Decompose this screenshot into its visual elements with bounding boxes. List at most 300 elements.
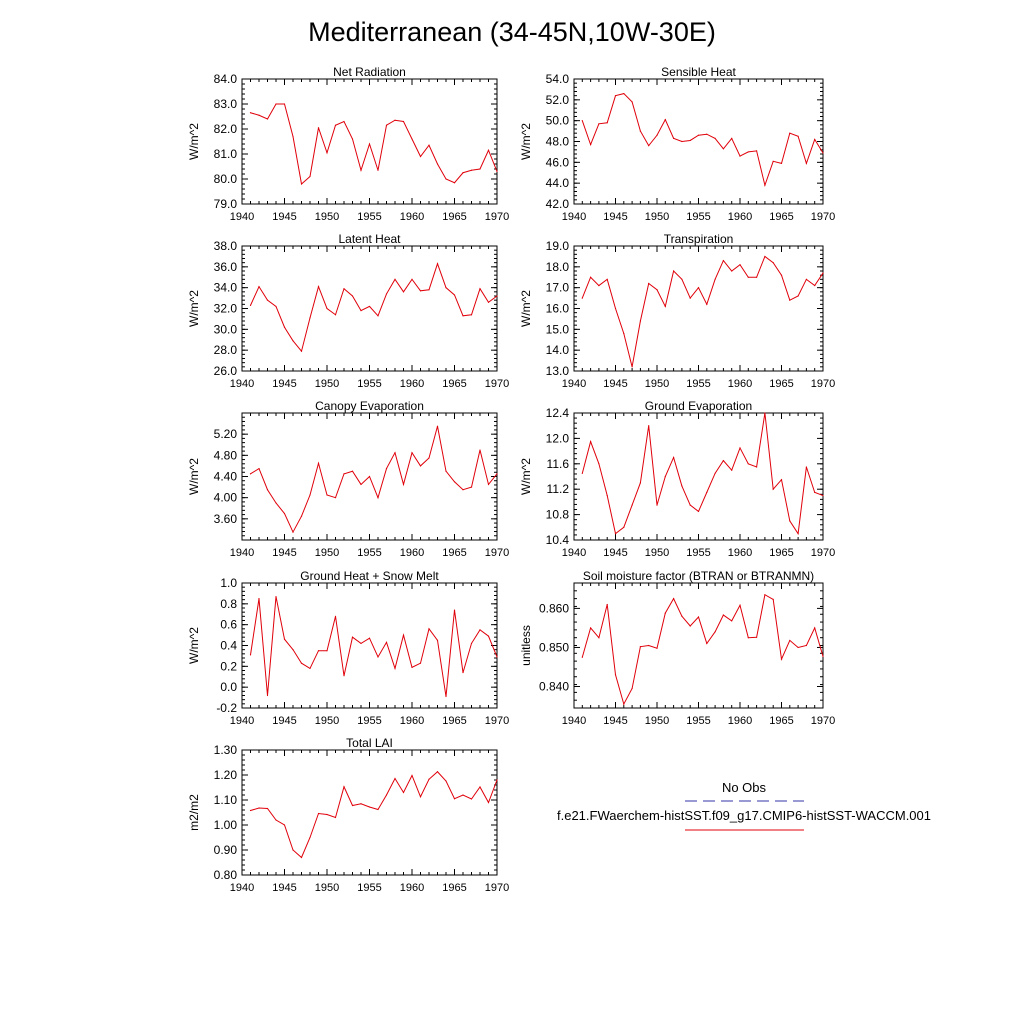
x-tick-label: 1950	[314, 211, 340, 223]
data-point	[386, 125, 387, 126]
y-tick-label: 48.0	[545, 134, 569, 149]
data-point	[656, 504, 657, 505]
data-point	[326, 494, 327, 495]
data-point	[377, 315, 378, 316]
x-tick-label: 1950	[314, 378, 340, 390]
x-tick-label: 1950	[644, 378, 670, 390]
data-point	[656, 135, 657, 136]
data-point	[445, 780, 446, 781]
x-tick-label: 1940	[229, 547, 255, 559]
x-tick-label: 1940	[229, 715, 255, 727]
data-point	[411, 279, 412, 280]
x-tick-label: 1960	[727, 715, 753, 727]
x-tick-label: 1945	[272, 547, 297, 559]
data-point	[822, 656, 823, 657]
y-axis-label: W/m^2	[187, 627, 201, 664]
data-point	[582, 473, 583, 474]
series-line	[251, 597, 498, 697]
data-point	[773, 161, 774, 162]
data-point	[814, 492, 815, 493]
y-tick-label: 4.40	[213, 469, 237, 484]
x-tick-label: 1955	[686, 378, 711, 390]
y-tick-label: 14.0	[545, 343, 569, 358]
series-line	[251, 264, 498, 352]
data-point	[607, 122, 608, 123]
x-tick-label: 1940	[561, 211, 587, 223]
data-point	[673, 270, 674, 271]
y-tick-label: 1.00	[213, 818, 237, 832]
x-tick-label: 1945	[272, 211, 297, 223]
data-point	[648, 283, 649, 284]
data-point	[690, 625, 691, 626]
data-point	[640, 482, 641, 483]
data-point	[706, 134, 707, 135]
data-point	[615, 533, 616, 534]
data-point	[377, 170, 378, 171]
y-tick-label: 17.0	[545, 280, 569, 295]
y-tick-label: 16.0	[545, 301, 569, 316]
data-point	[250, 112, 251, 113]
data-point	[386, 468, 387, 469]
series-line	[582, 94, 823, 186]
x-tick-label: 1970	[810, 211, 836, 223]
y-tick-label: 44.0	[545, 176, 569, 191]
chart-panel	[519, 232, 835, 390]
plot-frame	[574, 246, 823, 371]
y-axis-label: W/m^2	[519, 458, 533, 495]
x-tick-label: 1960	[399, 547, 425, 559]
data-point	[411, 775, 412, 776]
data-point	[428, 779, 429, 780]
x-tick-label: 1940	[229, 882, 255, 894]
series-line	[251, 772, 498, 858]
chart-panel	[187, 399, 509, 559]
data-point	[764, 412, 765, 413]
data-point	[352, 637, 353, 638]
data-point	[284, 103, 285, 104]
data-point	[479, 786, 480, 787]
data-point	[360, 643, 361, 644]
y-tick-label: 1.20	[213, 768, 237, 782]
y-axis-label: m2/m2	[187, 794, 201, 831]
data-point	[369, 143, 370, 144]
data-point	[343, 121, 344, 122]
plot-frame	[242, 79, 497, 204]
y-tick-label: 0.4	[220, 638, 237, 653]
data-point	[377, 656, 378, 657]
data-point	[411, 667, 412, 668]
x-tick-label: 1940	[561, 715, 587, 727]
data-point	[284, 639, 285, 640]
data-point	[292, 340, 293, 341]
data-point	[640, 320, 641, 321]
data-point	[607, 495, 608, 496]
data-point	[488, 636, 489, 637]
data-point	[607, 279, 608, 280]
y-tick-label: 28.0	[213, 343, 237, 358]
x-tick-label: 1970	[484, 378, 510, 390]
x-tick-label: 1970	[484, 211, 510, 223]
data-point	[462, 489, 463, 490]
data-point	[756, 466, 757, 467]
data-point	[335, 817, 336, 818]
x-tick-label: 1965	[442, 378, 467, 390]
data-point	[309, 494, 310, 495]
data-point	[326, 814, 327, 815]
data-point	[403, 634, 404, 635]
y-tick-label: 13.0	[545, 364, 569, 378]
data-point	[731, 620, 732, 621]
data-point	[598, 285, 599, 286]
data-point	[258, 598, 259, 599]
data-point	[462, 794, 463, 795]
data-point	[496, 171, 497, 172]
data-point	[488, 302, 489, 303]
data-point	[706, 304, 707, 305]
data-point	[723, 148, 724, 149]
data-point	[690, 297, 691, 298]
x-tick-label: 1945	[272, 882, 297, 894]
x-tick-label: 1940	[229, 378, 255, 390]
data-point	[814, 627, 815, 628]
x-tick-label: 1960	[727, 378, 753, 390]
x-tick-label: 1945	[272, 378, 297, 390]
x-tick-label: 1955	[357, 882, 382, 894]
data-point	[445, 696, 446, 697]
data-point	[814, 139, 815, 140]
x-tick-label: 1970	[810, 547, 836, 559]
data-point	[698, 511, 699, 512]
plot-frame	[242, 246, 497, 371]
y-tick-label: 30.0	[213, 322, 237, 337]
x-tick-label: 1945	[603, 211, 628, 223]
data-point	[437, 263, 438, 264]
plot-frame	[574, 413, 823, 540]
data-point	[598, 463, 599, 464]
x-tick-label: 1955	[357, 715, 382, 727]
data-point	[420, 663, 421, 664]
chart-title: Total LAI	[346, 736, 393, 750]
y-axis-label: W/m^2	[519, 290, 533, 327]
x-tick-label: 1960	[399, 882, 425, 894]
data-point	[806, 163, 807, 164]
y-tick-label: 42.0	[545, 197, 569, 211]
data-point	[665, 306, 666, 307]
chart-panel	[187, 65, 509, 223]
data-point	[284, 327, 285, 328]
x-tick-label: 1950	[314, 547, 340, 559]
data-point	[275, 596, 276, 597]
data-point	[764, 185, 765, 186]
data-point	[582, 120, 583, 121]
data-point	[488, 802, 489, 803]
y-tick-label: 15.0	[545, 322, 569, 337]
data-point	[309, 317, 310, 318]
data-point	[598, 637, 599, 638]
data-point	[607, 604, 608, 605]
data-point	[582, 657, 583, 658]
data-point	[360, 484, 361, 485]
data-point	[598, 123, 599, 124]
y-tick-label: 1.10	[213, 793, 237, 807]
data-point	[428, 628, 429, 629]
data-point	[318, 286, 319, 287]
series-line	[582, 595, 823, 704]
plot-frame	[242, 583, 497, 708]
data-point	[789, 133, 790, 134]
data-point	[258, 286, 259, 287]
y-tick-label: 11.6	[546, 456, 569, 471]
data-point	[806, 645, 807, 646]
data-point	[352, 295, 353, 296]
y-tick-label: 11.2	[546, 482, 569, 497]
data-point	[665, 476, 666, 477]
data-point	[814, 285, 815, 286]
y-tick-label: 0.80	[213, 868, 237, 882]
data-point	[723, 460, 724, 461]
y-tick-label: 82.0	[213, 122, 237, 136]
data-point	[352, 471, 353, 472]
data-point	[773, 262, 774, 263]
data-point	[301, 351, 302, 352]
data-point	[386, 642, 387, 643]
data-point	[739, 155, 740, 156]
data-point	[284, 513, 285, 514]
data-point	[275, 819, 276, 820]
data-point	[789, 520, 790, 521]
x-tick-label: 1965	[442, 211, 467, 223]
y-axis-label: W/m^2	[187, 290, 201, 327]
data-point	[471, 486, 472, 487]
y-tick-label: 79.0	[213, 197, 237, 211]
data-point	[394, 668, 395, 669]
x-tick-label: 1950	[644, 547, 670, 559]
data-point	[250, 810, 251, 811]
data-point	[335, 314, 336, 315]
data-point	[822, 272, 823, 273]
series-line	[582, 256, 823, 366]
y-axis-label: unitless	[519, 625, 533, 666]
data-point	[454, 609, 455, 610]
data-point	[258, 468, 259, 469]
data-point	[739, 447, 740, 448]
data-point	[479, 449, 480, 450]
data-point	[275, 103, 276, 104]
data-point	[739, 264, 740, 265]
x-tick-label: 1965	[769, 715, 794, 727]
data-point	[309, 176, 310, 177]
data-point	[756, 150, 757, 151]
chart-title: Sensible Heat	[661, 65, 736, 79]
data-point	[706, 643, 707, 644]
chart-title: Canopy Evaporation	[315, 399, 424, 413]
x-tick-label: 1950	[644, 715, 670, 727]
y-tick-label: -0.2	[216, 701, 237, 715]
data-point	[806, 279, 807, 280]
y-tick-label: 0.8	[220, 596, 237, 611]
x-tick-label: 1955	[686, 715, 711, 727]
data-point	[369, 806, 370, 807]
x-tick-label: 1960	[399, 715, 425, 727]
data-point	[590, 144, 591, 145]
data-point	[411, 138, 412, 139]
data-point	[798, 533, 799, 534]
chart-panel	[187, 736, 509, 894]
data-point	[479, 168, 480, 169]
y-tick-label: 26.0	[213, 364, 237, 378]
data-point	[292, 849, 293, 850]
data-point	[437, 426, 438, 427]
x-tick-label: 1940	[561, 547, 587, 559]
data-point	[731, 470, 732, 471]
data-point	[648, 645, 649, 646]
data-point	[471, 643, 472, 644]
data-point	[275, 502, 276, 503]
y-tick-label: 4.80	[213, 448, 237, 463]
x-tick-label: 1960	[399, 378, 425, 390]
y-tick-label: 5.20	[213, 427, 237, 442]
data-point	[352, 805, 353, 806]
data-point	[420, 465, 421, 466]
y-tick-label: 84.0	[213, 72, 237, 86]
x-tick-label: 1970	[810, 715, 836, 727]
y-tick-label: 0.0	[220, 680, 237, 695]
plot-frame	[242, 750, 497, 875]
data-point	[326, 650, 327, 651]
data-point	[394, 452, 395, 453]
data-point	[706, 492, 707, 493]
chart-title: Ground Evaporation	[644, 399, 753, 413]
data-point	[454, 798, 455, 799]
data-point	[632, 688, 633, 689]
data-point	[488, 150, 489, 151]
data-point	[462, 672, 463, 673]
y-tick-label: 0.850	[538, 640, 569, 655]
data-point	[292, 649, 293, 650]
data-point	[301, 183, 302, 184]
data-point	[386, 794, 387, 795]
data-point	[428, 457, 429, 458]
x-tick-label: 1940	[229, 211, 255, 223]
data-point	[267, 808, 268, 809]
data-point	[403, 121, 404, 122]
data-point	[623, 527, 624, 528]
data-point	[681, 279, 682, 280]
data-point	[789, 640, 790, 641]
plot-frame	[574, 583, 823, 708]
data-point	[479, 629, 480, 630]
data-point	[250, 473, 251, 474]
data-point	[756, 637, 757, 638]
y-tick-label: 1.30	[213, 743, 237, 757]
y-tick-label: 4.00	[213, 490, 237, 505]
data-point	[428, 145, 429, 146]
x-tick-label: 1955	[686, 547, 711, 559]
data-point	[275, 306, 276, 307]
data-point	[369, 638, 370, 639]
data-point	[496, 295, 497, 296]
data-point	[301, 516, 302, 517]
data-point	[437, 163, 438, 164]
y-tick-label: 0.860	[538, 601, 569, 616]
data-point	[488, 484, 489, 485]
data-point	[318, 650, 319, 651]
legend-obs-label: No Obs	[721, 780, 767, 795]
series-line	[251, 104, 498, 184]
x-tick-label: 1950	[644, 211, 670, 223]
data-point	[301, 857, 302, 858]
x-tick-label: 1945	[272, 715, 297, 727]
data-point	[445, 178, 446, 179]
data-point	[690, 140, 691, 141]
data-point	[673, 457, 674, 458]
data-point	[309, 837, 310, 838]
data-point	[471, 314, 472, 315]
data-point	[789, 300, 790, 301]
x-tick-label: 1970	[484, 547, 510, 559]
data-point	[258, 115, 259, 116]
data-point	[292, 136, 293, 137]
data-point	[698, 616, 699, 617]
data-point	[623, 93, 624, 94]
y-axis-label: W/m^2	[187, 123, 201, 160]
y-tick-label: 1.0	[220, 576, 237, 590]
data-point	[748, 277, 749, 278]
data-point	[471, 170, 472, 171]
y-axis-label: W/m^2	[187, 458, 201, 495]
data-point	[267, 489, 268, 490]
y-tick-label: 19.0	[545, 239, 569, 253]
x-tick-label: 1940	[561, 378, 587, 390]
data-point	[360, 803, 361, 804]
data-point	[615, 674, 616, 675]
x-tick-label: 1945	[603, 378, 628, 390]
data-point	[343, 473, 344, 474]
panels	[187, 65, 835, 894]
y-tick-label: 10.8	[545, 507, 569, 522]
data-point	[369, 306, 370, 307]
x-tick-label: 1955	[686, 211, 711, 223]
data-point	[267, 300, 268, 301]
data-point	[773, 599, 774, 600]
x-tick-label: 1970	[484, 882, 510, 894]
data-point	[437, 771, 438, 772]
data-point	[377, 809, 378, 810]
data-point	[623, 333, 624, 334]
data-point	[731, 138, 732, 139]
data-point	[420, 796, 421, 797]
y-tick-label: 50.0	[545, 113, 569, 128]
data-point	[673, 138, 674, 139]
data-point	[748, 151, 749, 152]
x-tick-label: 1960	[727, 547, 753, 559]
y-tick-label: 12.4	[545, 406, 569, 420]
data-point	[781, 479, 782, 480]
y-tick-label: 83.0	[213, 97, 237, 111]
data-point	[445, 471, 446, 472]
data-point	[462, 315, 463, 316]
chart-panel	[519, 65, 835, 223]
y-tick-label: 32.0	[213, 301, 237, 316]
chart-panel	[519, 399, 835, 559]
data-point	[615, 308, 616, 309]
chart-title: Ground Heat + Snow Melt	[300, 569, 439, 583]
x-tick-label: 1965	[442, 715, 467, 727]
x-tick-label: 1950	[314, 882, 340, 894]
data-point	[496, 656, 497, 657]
data-point	[445, 287, 446, 288]
series-line	[251, 426, 498, 532]
